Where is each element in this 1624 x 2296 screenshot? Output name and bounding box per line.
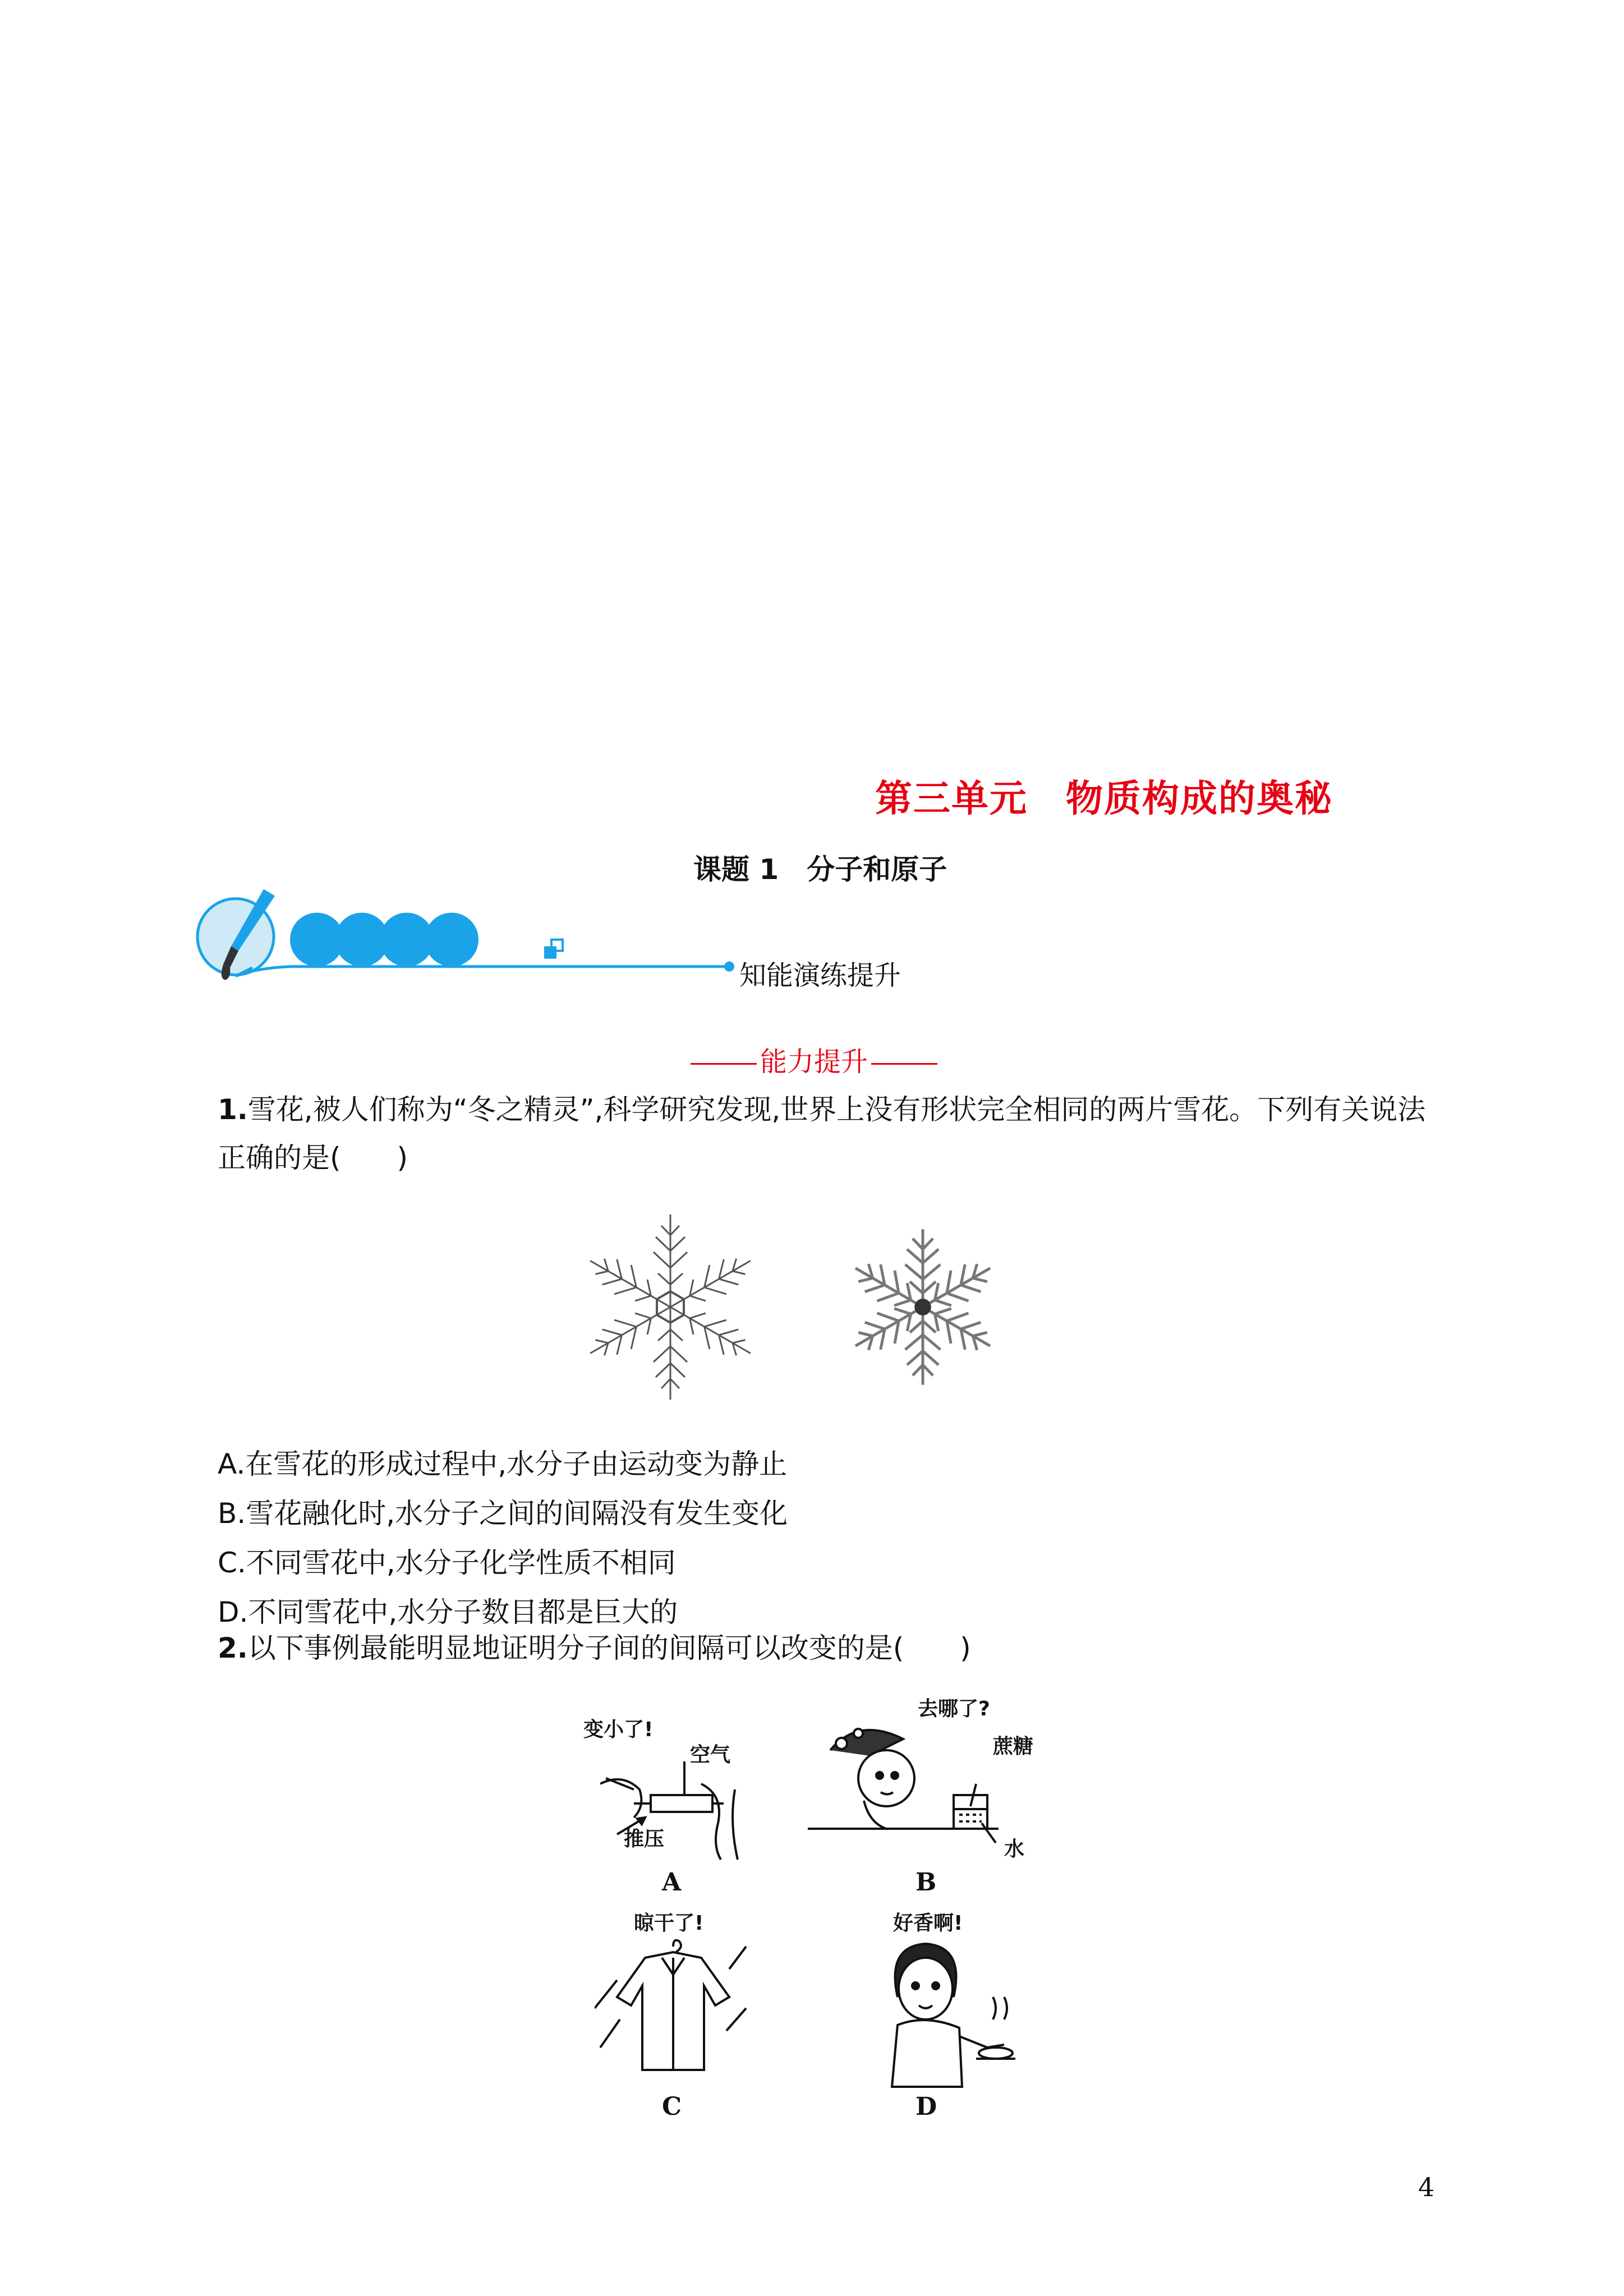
banner-dot-4 <box>425 913 479 967</box>
question-1 <box>218 1085 1441 1182</box>
snowflake-image-2 <box>830 1206 1015 1408</box>
heading-rule-left <box>691 1063 757 1065</box>
option-d: D.不同雪花中,水分子数目都是巨大的 <box>218 1596 678 1628</box>
figure-d-letter: D <box>915 2092 937 2121</box>
question-number: 2. <box>218 1632 248 1664</box>
figure-d-caption: 好香啊! <box>893 1912 963 1935</box>
figure-b-water-label: 水 <box>1004 1838 1025 1861</box>
square-deco-icon <box>544 940 563 959</box>
option-a: A.在雪花的形成过程中,水分子由运动变为静止 <box>218 1448 788 1480</box>
woman-cooking-illustration <box>864 1935 1021 2092</box>
lesson-title: 课题 1 分子和原子 <box>693 853 947 886</box>
figure-c-caption: 晾干了! <box>634 1912 704 1935</box>
section-heading-text: 能力提升 <box>760 1046 868 1078</box>
figure-a-letter: A <box>662 1868 682 1897</box>
heading-rule-right <box>871 1063 937 1065</box>
figure-a-push-label: 推压 <box>624 1828 665 1851</box>
girl-beaker-illustration <box>808 1717 999 1851</box>
page-number: 4 <box>1418 2172 1435 2202</box>
banner-end-dot <box>724 961 734 972</box>
figure-a-air-label: 空气 <box>690 1743 731 1766</box>
question-2 <box>218 1624 1441 1672</box>
figure-a-caption: 变小了! <box>583 1718 654 1741</box>
figure-b-caption: 去哪了? <box>918 1697 990 1720</box>
question-text: 雪花,被人们称为“冬之精灵”,科学研究发现,世界上没有形状完全相同的两片雪花。下列有关说法正确的是( ) <box>218 1093 1426 1174</box>
syringe-illustration <box>600 1750 746 1862</box>
option-c: C.不同雪花中,水分子化学性质不相同 <box>218 1547 676 1579</box>
section-heading <box>687 1040 941 1079</box>
figure-c-letter: C <box>662 2092 682 2121</box>
snowflake-image-1 <box>578 1206 763 1408</box>
question-text: 以下事例最能明显地证明分子间的间隔可以改变的是( ) <box>247 1632 971 1664</box>
figure-b-sugar-label: 蔗糖 <box>993 1735 1034 1758</box>
brush-icon <box>197 889 275 980</box>
unit-title: 第三单元 物质构成的奥秘 <box>875 777 1333 820</box>
question-number: 1. <box>218 1093 248 1126</box>
banner-label: 知能演练提升 <box>739 960 901 991</box>
figure-b-letter: B <box>915 1868 937 1897</box>
shirt-illustration <box>595 1935 752 2092</box>
option-b: B.雪花融化时,水分子之间的间隔没有发生变化 <box>218 1497 788 1530</box>
